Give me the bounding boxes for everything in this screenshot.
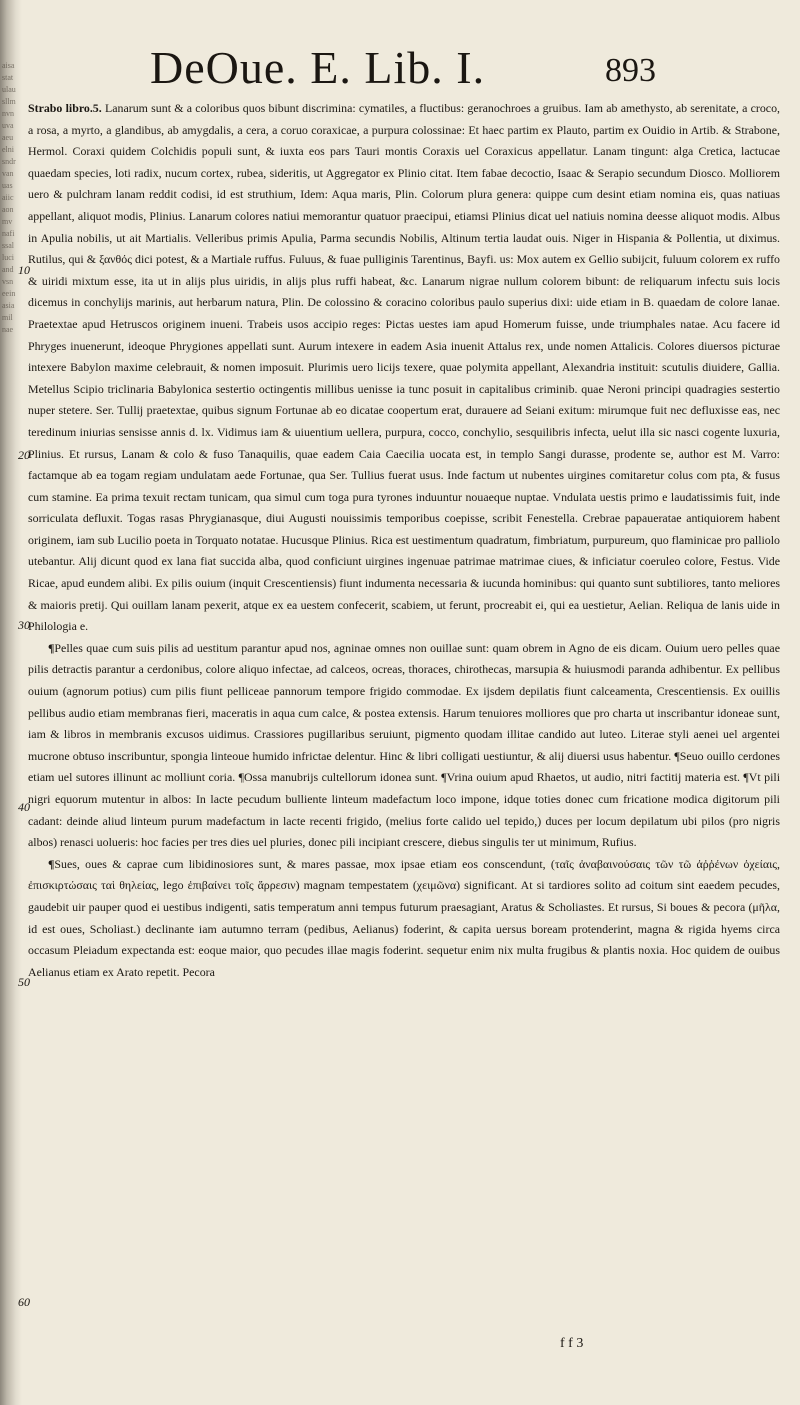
margin-number: 40 — [18, 800, 30, 814]
binding-gutter — [0, 0, 22, 1405]
adjacent-page-text: aisastatulausllmnvnuvaaeuelnisndrvanuasaiicaonmvnafissalluciandvsneeinasiamilnae — [2, 61, 16, 334]
paragraph — [28, 638, 780, 854]
paragraph — [28, 854, 780, 984]
paragraph-text: Lanarum sunt & a coloribus quos bibunt discrimina: cymatiles, a fluctibus: geranochroes a gruibus. Iam ab amethysto, ab serenitate, a croco, a rosa, a myrto, a glandibus, ab amygdalis, a cera, a coruo coraxicae, a purpura colossinae: Et haec partim ex Plauto, partim ex Ouidio in Artib. & Strabone, Hermol. Coraxi quidem Colchidis populi sunt, & iuxta eos pars Tauri montis Coraxis uel Coraxicus appellatur. Lanam tingunt: alga Cretica, lactucae quaedam species, loti radix, nucum cortex, rubea, sideritis, ut Aggregator ex Plinio citat. Item fabae decoctio, Isaac & Serapio secundum Diosco. Molliorem uero & pulchram lanam reddit codisi, id est struthium, Idem: Aqua maris, Plin. Colorum plura genera: quippe cum desint etiam nomina eis, quas natiuas appellant, aliquot modis, Plinius. Lanarum colores natiui memorantur quatuor praecipui, etiamsi Plinius dicat uel natiuis nomina deesse aliquot modis. Albus in Apulia nobilis, ut ait Martialis. Velleribus primis Apulia, Parma secundis Nobilis, Altinum tertia laudat ouis. Niger in Hispania & Pollentia, ut diximus. Rutilus, qui & ξανθός dici potest, & a Martiale ruffus. Fuluus, & fuae pulliginis Tarentinus, Bayfi. us: Mox autem ex Gellio subijcit, fuluum colorem ex ruffo & uiridi mixtum esse, ita ut in alijs plus uiridis, in alijs plus ruffi habeat, &c. Lanarum nigrae nullum colorem bibunt: de reliquarum infectu suis locis dicemus in conchylijs marinis, aut herbarum natura, Plin. De colossino & coracino coloribus paulo superius dixi: uide etiam in B. quaedam de colore lanae. Praetextae apud Hetruscos originem inueni. Trabeis usos accipio reges: Pictas uestes iam apud Homerum fuisse, unde triumphales natae. Acu facere id Phryges inuenerunt, ideoque Phrygiones appellati sunt. Aurum intexere in eadem Asia inuenit Attalus rex, unde nomen Attalicis. Colores diuersos picturae intexere Babylon maxime celebrauit, & nomen imposuit. Plurimis uero licijs texere, quae polymita appellant, Alexandria instituit: scutulis diuidere, Gallia. Metellus Scipio triclinaria Babylonica sestertio octingentis millibus uenisse ia tunc posuit in capitalibus criminib. quae Neroni principi quadragies sestertio nuper stetere. Ser. Tullij praetextae, quibus signum Fortunae ab eo dicatae coopertum erat, durauere ad Seiani exitum: mirumque fuit nec defluxisse eas, nec teredinum iniurias sensisse annis d. lx. Vidimus iam & uiuentium uellera, purpura, cocco, conchylio, sesquilibris infecta, uelut illa sic nasci cogente luxuria, Plinius. Et rursus, Lanam & colo & fuso Tanaquilis, quae eadem Caia Caecilia uocata est, in templo Sangi durasse, prodente se, author est M. Varro: factamque ab ea togam regiam undulatam aede Fortunae, qua Ser. Tullius fuerat usus. Inde factum ut nubentes uirgines comitaretur colus com pta, & fusus cum stamine. Ea prima texuit rectam tunicam, qua simul cum toga pura tyrones induuntur nouaeque nuptae. Vndulata uestis primo e laudatissimis fuit, inde sorriculata defluxit. Togas rasas Phrygianasque, diui Augusti nouissimis temporibus coepisse, scribit Fenestella. Crebrae papaueratae antiquiorem habent originem, iam sub Lucilio poeta in Torquato notatae. Hucusque Plinius. Rica est uestimentum quadratum, fimbriatum, purpureum, quo flaminicae pro palliolo utebantur. Alij dicunt quod ex lana fiat succida alba, quod conficiunt uirgines ingenuae patrimae matrimae ciues, & inficiatur coeruleo colore, Festus. Vide Ricae, apud eundem alibi. Ex pilis ouium (inquit Crescentiensis) fiunt indumenta necessaria & iucunda hominibus: qui quanto sunt subtiliores, tanto meliores & maioris pretij. Qui ouillam lanam pexerit, atque ex ea uestem confecerit, scabiem, ut ferunt, procreabit ei, qui ea uestietur, Aelian. Reliqua de lanis uide in Philologia e. — [28, 101, 780, 634]
paragraph-lead: ¶ — [48, 856, 55, 871]
page-number: 893 — [605, 52, 656, 89]
margin-number: 30 — [18, 618, 30, 632]
signature-mark: f f 3 — [560, 1336, 584, 1351]
paragraph — [28, 98, 780, 638]
paragraph-lead: Strabo libro.5. — [28, 101, 102, 115]
margin-number: 20 — [18, 448, 30, 462]
margin-number: 60 — [18, 1295, 30, 1309]
main-text — [28, 98, 780, 1328]
paragraph-text: Pelles quae cum suis pilis ad uestitum parantur apud nos, agninae omnes non ouillae sunt: quam obrem in Agno de eis dicam. Ouium uero pelles quae pilis detractis parantur a cerdonibus, colore aliquo infectae, ad calceos, ocreas, thoraces, chirothecas, marsupia & huiusmodi paranda adhibentur. Ex pellibus ouium (agnorum potius) cum pilis fiunt pelliceae pannorum tempore frigido commodae. Ex ijsdem depilatis fiunt calceamenta, Crescentiensis. Ex ouillis pellibus audio etiam membranas fieri, maceratis in aqua cum calce, & postea extensis. Harum tenuiores molliores que pro charta ut inscribantur idoneae sunt, iam & libros in membranis excusos uidimus. Crassiores pugillaribus seruiunt, pigmento quodam illitae candido aut luteo. Literae styli aenei uel argentei mucrone obtuso inscribuntur, spongia linteoue humido infrictae delentur. Hinc & libri colligati uestiuntur, & alij diuersi usus habentur. ¶Seuo ouillo cerdones etiam uel sutores illinunt ac molliunt coria. ¶Ossa manubrijs cultellorum idonea sunt. ¶Vrina ouium apud Rhaetos, ut audio, nitri factitij materia est. ¶Vt pili nigri equorum mutentur in albos: In lacte pecudum bulliente linteum madefactum loco impone, idque toties donec cum fricatione modica digitorum pili cadant: deinde aliud linteum purum madefactum in lacte recenti frigido, (melius forte calido uel tepido,) duces per locum depilatum ubi pilos (pro nigris albos) renasci uolueris: hoc facies per tres dies uel pluries, donec pili incipiant crescere, diebus singulis ter ut minimum, Rufius. — [28, 640, 780, 850]
running-header — [150, 40, 680, 100]
paragraph-text: Sues, oues & caprae cum libidinosiores sunt, & mares passae, mox ipsae etiam eos conscendunt, (ταῖς ἀναβαινούσαις τῶν τῶ ἀῤῥένων ὀχείαις, ἐπισκιρτώσαις ταὶ θηλείας, lego ἐπιβαίνει τοῖς ἄρρεσιν) magnam tempestatem (χειμῶνα) significant. At si tardiores solito ad coitum sint eaedem pecudes, gaudebit uir pauper quod ei uestibus indigenti, satis temperatum anni tempus futurum praesagiant, Aratus & Scholiastes. Et rursus, Si boues & pecora (μῆλα, id est oues, Scholiast.) declinante iam autumno terram (pedibus, Aelianus) foderint, & capita uersus boream protenderint, magna & rigida hyems circa occasum Pleiadum expectanda est: eoque maior, quo pecudes illae magis foderint. sequetur enim nix multa frugibus & plantis noxia. Hoc quidem de ouibus Aelianus etiam ex Arato repetit. Pecora — [28, 856, 780, 979]
margin-number: 50 — [18, 975, 30, 989]
paragraph-lead: ¶ — [48, 640, 55, 655]
running-title: DeOue. E. Lib. I. — [150, 42, 486, 93]
margin-number: 10 — [18, 263, 30, 277]
